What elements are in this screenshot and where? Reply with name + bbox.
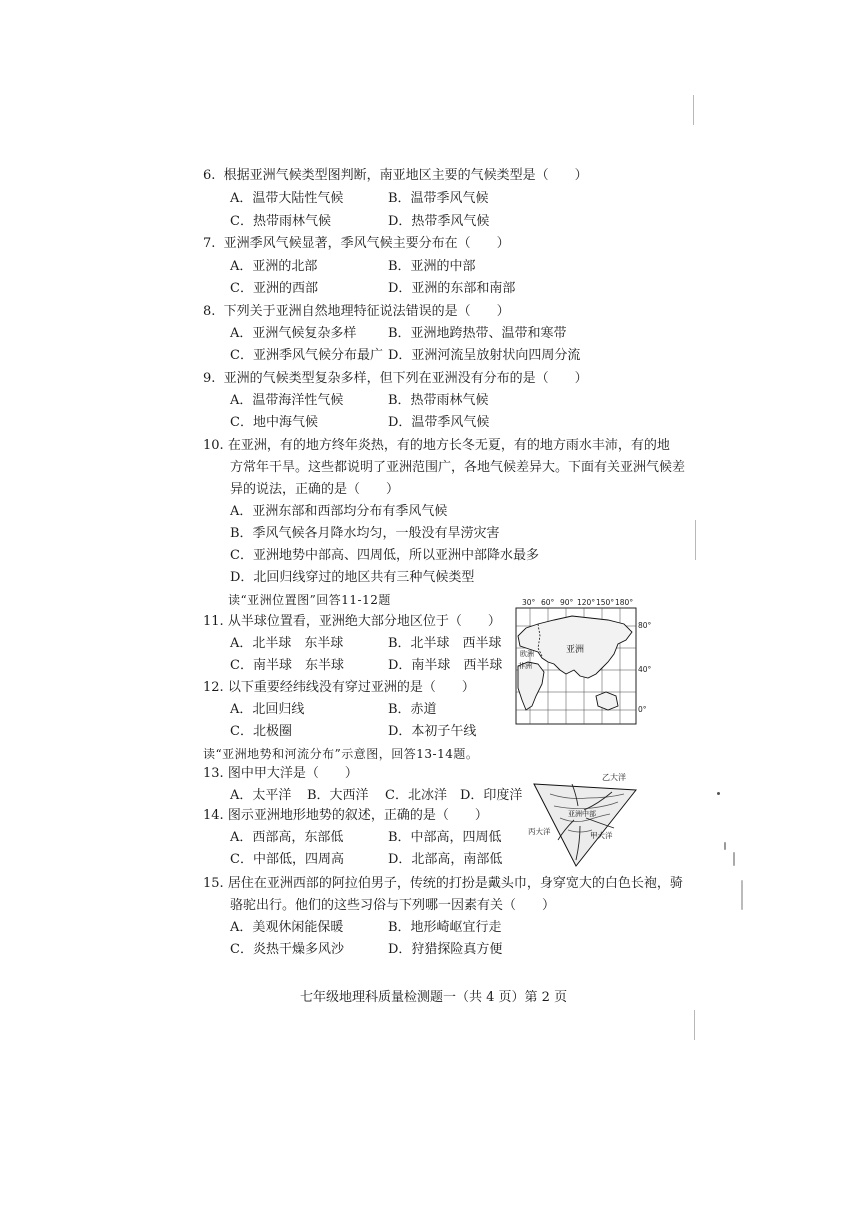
q8-option-a: A．亚洲气候复杂多样 [230, 326, 357, 341]
scan-edge-line [694, 1010, 695, 1040]
q11-option-d: D．南半球 西半球 [388, 658, 503, 673]
lon-label: 30° [522, 598, 536, 607]
q12-option-a: A．北回归线 [230, 702, 305, 717]
q12-option-d: D．本初子午线 [388, 724, 477, 739]
q8-option-b: B．亚洲地跨热带、温带和寒带 [388, 326, 567, 341]
lon-label: 180° [615, 598, 634, 607]
question-6-stem: 6. 根据亚洲气候类型图判断，南亚地区主要的气候类型是（ ） [203, 168, 588, 183]
question-8-stem: 8. 下列关于亚洲自然地理特征说法错误的是（ ） [203, 304, 510, 319]
map1-label-africa: 非洲 [518, 662, 532, 670]
q11-option-c: C．南半球 东半球 [230, 658, 344, 673]
map1-label-europe: 欧洲 [520, 650, 534, 658]
q7-option-d: D．亚洲的东部和南部 [388, 281, 516, 296]
map1-longitude-labels [522, 598, 633, 607]
q15-option-b: B．地形崎岖宜行走 [388, 920, 502, 935]
question-10-stem-line-3: 异的说法，正确的是（ ） [230, 482, 400, 497]
lat-label: 0° [638, 705, 647, 714]
map2-label-bing-ocean: 丙大洋 [528, 827, 551, 836]
q7-option-c: C．亚洲的西部 [230, 281, 318, 296]
map1-reading-note: 读“亚洲位置图”回答11-12题 [228, 593, 391, 607]
asia-location-map [508, 596, 658, 728]
lon-label: 90° [560, 598, 574, 607]
q6-option-b: B．温带季风气候 [388, 191, 489, 206]
question-9-stem: 9. 亚洲的气候类型复杂多样，但下列在亚洲没有分布的是（ ） [203, 371, 588, 386]
q6-option-a: A．温带大陆性气候 [230, 191, 344, 206]
q13-option-b: B．大西洋 [307, 788, 369, 803]
q11-option-b: B．北半球 西半球 [388, 636, 502, 651]
q15-option-a: A．美观休闲能保暖 [230, 920, 344, 935]
question-14-stem: 14. 图示亚洲地形地势的叙述，正确的是（ ） [203, 808, 488, 823]
lon-label: 60° [541, 598, 555, 607]
scan-edge-line [695, 520, 696, 560]
q14-option-d: D．北部高，南部低 [388, 852, 503, 867]
question-15-stem-line-1: 15. 居住在亚洲西部的阿拉伯男子，传统的打扮是戴头巾，身穿宽大的白色长袍，骑 [203, 876, 683, 891]
q10-option-d: D．北回归线穿过的地区共有三种气候类型 [230, 570, 475, 585]
q7-option-b: B．亚洲的中部 [388, 259, 476, 274]
q13-option-c: C．北冰洋 [385, 788, 447, 803]
q13-option-d: D．印度洋 [460, 788, 523, 803]
q14-option-b: B．中部高，四周低 [388, 830, 502, 845]
map2-label-asia-center: 亚洲中部 [568, 810, 596, 818]
question-10-stem-line-1: 10. 在亚洲，有的地方终年炎热，有的地方长冬无夏，有的地方雨水丰沛，有的地 [203, 438, 670, 453]
q8-option-d: D．亚洲河流呈放射状向四周分流 [388, 348, 581, 363]
scan-speck [733, 852, 735, 866]
q15-option-d: D．狩猎探险真方便 [388, 942, 503, 957]
question-11-stem: 11. 从半球位置看，亚洲绝大部分地区位于（ ） [203, 614, 501, 629]
scan-speck [724, 842, 726, 850]
page-footer: 七年级地理科质量检测题一（共 4 页）第 2 页 [300, 990, 568, 1005]
q15-option-c: C．炎热干燥多风沙 [230, 942, 344, 957]
scan-speck [717, 792, 720, 795]
map2-reading-note: 读“亚洲地势和河流分布”示意图，回答13-14题。 [203, 747, 479, 761]
q10-option-a: A．亚洲东部和西部均分布有季风气候 [230, 504, 448, 519]
question-10-stem-line-2: 方常年干旱。这些都说明了亚洲范围广，各地气候差异大。下面有关亚洲气候差 [230, 460, 686, 475]
map2-label-jia-ocean: 甲大洋 [590, 831, 613, 840]
q6-option-d: D．热带季风气候 [388, 214, 490, 229]
question-7-stem: 7. 亚洲季风气候显著，季风气候主要分布在（ ） [203, 236, 510, 251]
scan-edge-line [693, 95, 694, 125]
q9-option-d: D．温带季风气候 [388, 415, 490, 430]
asia-triangle-outline [534, 784, 636, 866]
q9-option-c: C．地中海气候 [230, 415, 318, 430]
q7-option-a: A．亚洲的北部 [230, 259, 318, 274]
lat-label: 80° [638, 621, 652, 630]
lon-label: 120° [577, 598, 596, 607]
q9-option-b: B．热带雨林气候 [388, 393, 489, 408]
q14-option-c: C．中部低，四周高 [230, 852, 344, 867]
q6-option-c: C．热带雨林气候 [230, 214, 331, 229]
lat-label: 40° [638, 665, 652, 674]
map2-label-yi-ocean: 乙大洋 [602, 773, 626, 782]
map1-label-asia: 亚洲 [566, 645, 585, 655]
q12-option-c: C．北极圈 [230, 724, 292, 739]
q10-option-c: C．亚洲地势中部高、四周低，所以亚洲中部降水最多 [230, 548, 539, 563]
q12-option-b: B．赤道 [388, 702, 437, 717]
q11-option-a: A．北半球 东半球 [230, 636, 344, 651]
question-15-stem-line-2: 骆驼出行。他们的这些习俗与下列哪一因素有关（ ） [230, 898, 556, 913]
lon-label: 150° [596, 598, 615, 607]
scan-speck [741, 880, 743, 910]
q9-option-a: A．温带海洋性气候 [230, 393, 344, 408]
question-13-stem: 13. 图中甲大洋是（ ） [203, 766, 358, 781]
q14-option-a: A．西部高，东部低 [230, 830, 344, 845]
map1-latitude-labels [638, 621, 652, 714]
q10-option-b: B．季风气候各月降水均匀，一般没有旱涝灾害 [230, 526, 500, 541]
q13-option-a: A．太平洋 [230, 788, 292, 803]
q8-option-c: C．亚洲季风气候分布最广 [230, 348, 383, 363]
asia-terrain-rivers-map [528, 770, 640, 870]
question-12-stem: 12. 以下重要经纬线没有穿过亚洲的是（ ） [203, 680, 475, 695]
